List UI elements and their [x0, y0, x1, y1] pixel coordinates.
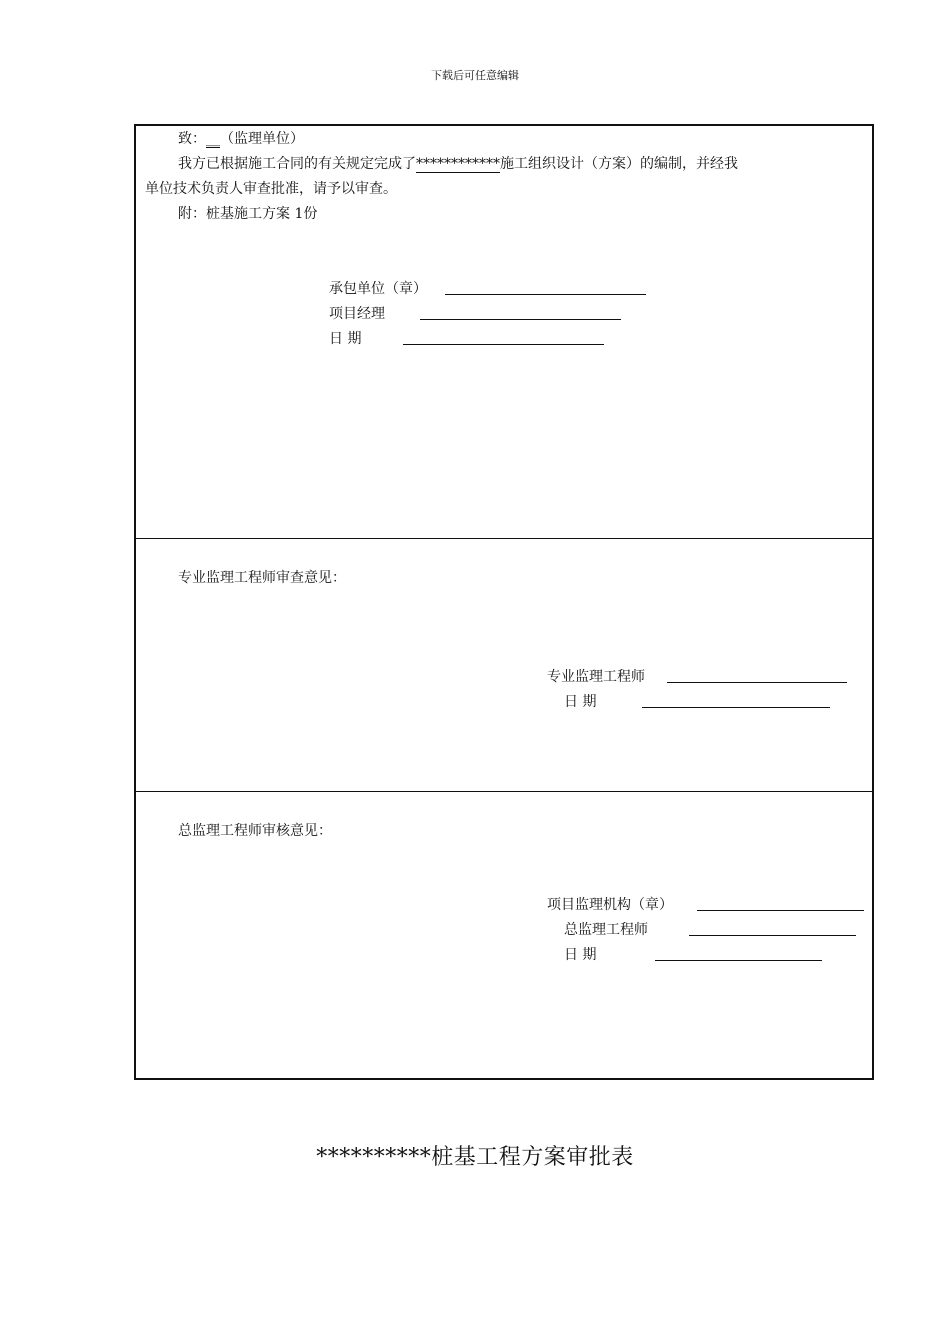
date-line-2: [642, 707, 830, 708]
chief-engineer-label: 总监理工程师: [564, 922, 648, 938]
statement-prefix: 我方已根据施工合同的有关规定完成了: [178, 156, 416, 172]
to-blank: __: [206, 131, 220, 147]
statement-rest: 施工组织设计（方案）的编制，并经我: [500, 156, 738, 172]
project-manager-label: 项目经理: [329, 306, 385, 322]
date-label-3: 日 期: [564, 947, 597, 963]
date-label-2: 日 期: [564, 694, 597, 710]
section-divider-2: [134, 791, 874, 792]
statement-line-1: [178, 152, 738, 176]
chief-engineer-signature-line: [689, 935, 856, 936]
project-manager-signature-line: [420, 319, 621, 320]
recipient-line: [178, 127, 304, 151]
statement-line-2: 单位技术负责人审查批准，请予以审查。: [145, 181, 397, 197]
chief-review-heading: 总监理工程师审核意见：: [178, 823, 332, 839]
project-name-field: ************: [416, 156, 500, 172]
engineer-review-heading: 专业监理工程师审查意见：: [178, 570, 346, 586]
approval-form-frame: [134, 124, 874, 1080]
contractor-label: 承包单位（章）: [329, 281, 427, 297]
header-note: 下载后可任意编辑: [431, 69, 519, 82]
to-suffix: （监理单位）: [220, 131, 304, 147]
date-line-3: [655, 960, 822, 961]
date-line-1: [403, 344, 604, 345]
date-label-1: 日 期: [329, 331, 362, 347]
engineer-label: 专业监理工程师: [547, 669, 645, 685]
supervision-org-signature-line: [697, 910, 864, 911]
contractor-signature-line: [445, 294, 646, 295]
to-label: 致：: [178, 131, 206, 147]
attachment-line: 附：桩基施工方案 1份: [178, 206, 318, 222]
form-title: **********桩基工程方案审批表: [316, 1145, 634, 1170]
section-divider-1: [134, 538, 874, 539]
engineer-signature-line: [667, 682, 847, 683]
supervision-org-label: 项目监理机构（章）: [547, 897, 673, 913]
